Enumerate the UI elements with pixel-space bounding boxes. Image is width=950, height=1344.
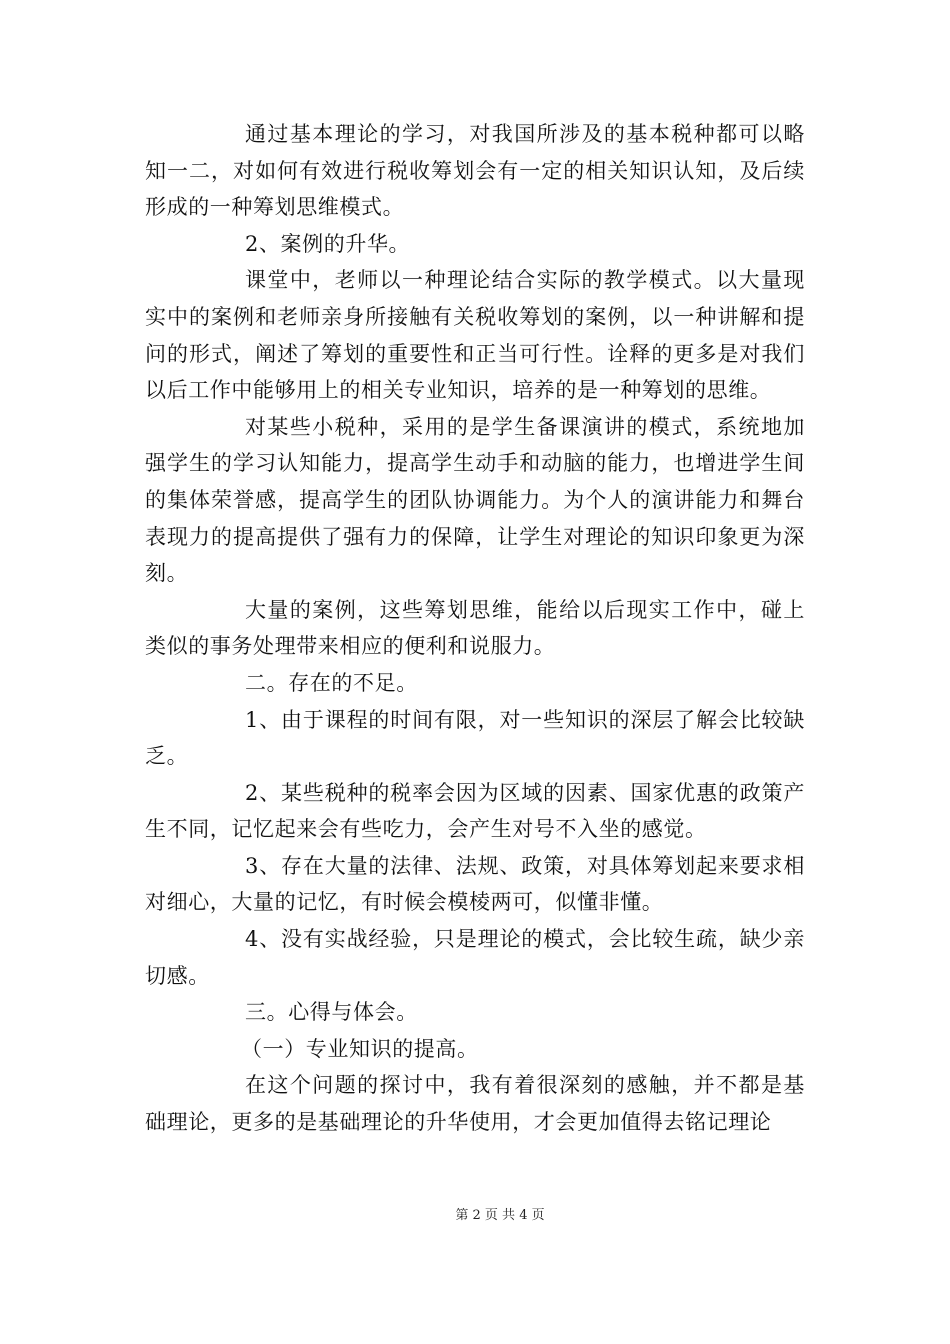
paragraph-shortcoming-3: 3、存在大量的法律、法规、政策，对具体筹划起来要求相对细心，大量的记忆，有时候会模棱两可，似懂非懂。	[145, 853, 805, 915]
document-body	[145, 116, 805, 1141]
paragraph-shortcoming-4: 4、没有实战经验，只是理论的模式，会比较生疏，缺少亲切感。	[145, 927, 805, 988]
heading-professional-knowledge: （一）专业知识的提高。	[241, 1036, 479, 1061]
paragraph-small-taxes: 对某些小税种，采用的是学生备课演讲的模式，系统地加强学生的学习认知能力，提高学生动手和动脑的能力，也增进学生间的集体荣誉感，提高学生的团队协调能力。为个人的演讲能力和舞台表现力的提高提供了强有力的保障，让学生对理论的知识印象更为深刻。	[145, 414, 805, 586]
paragraph-many-cases: 大量的案例，这些筹划思维，能给以后现实工作中，碰上类似的事务处理带来相应的便利和说服力。	[145, 597, 805, 659]
page-number-footer: 第 2 页 共 4 页	[455, 1208, 545, 1223]
paragraph-classroom: 课堂中，老师以一种理论结合实际的教学模式。以大量现实中的案例和老师亲身所接触有关税收筹划的案例，以一种讲解和提问的形式，阐述了筹划的重要性和正当可行性。诠释的更多是对我们以后工作中能够用上的相关专业知识，培养的是一种筹划的思维。	[145, 268, 805, 403]
paragraph-shortcoming-1: 1、由于课程的时间有限，对一些知识的深层了解会比较缺乏。	[145, 707, 805, 769]
heading-experience: 三。心得与体会。	[245, 1000, 418, 1025]
paragraph-basic-theory: 通过基本理论的学习，对我国所涉及的基本税种都可以略知一二，对如何有效进行税收筹划会有一定的相关知识认知，及后续形成的一种筹划思维模式。	[145, 122, 805, 220]
heading-shortcomings: 二。存在的不足。	[245, 670, 418, 695]
heading-case-sublimation: 2、案例的升华。	[245, 231, 411, 256]
paragraph-discussion: 在这个问题的探讨中，我有着很深刻的感触，并不都是基础理论，更多的是基础理论的升华使用，才会更加值得去铭记理论	[145, 1073, 805, 1135]
paragraph-shortcoming-2: 2、某些税种的税率会因为区域的因素、国家优惠的政策产生不同，记忆起来会有些吃力，会产生对号不入坐的感觉。	[145, 780, 805, 842]
